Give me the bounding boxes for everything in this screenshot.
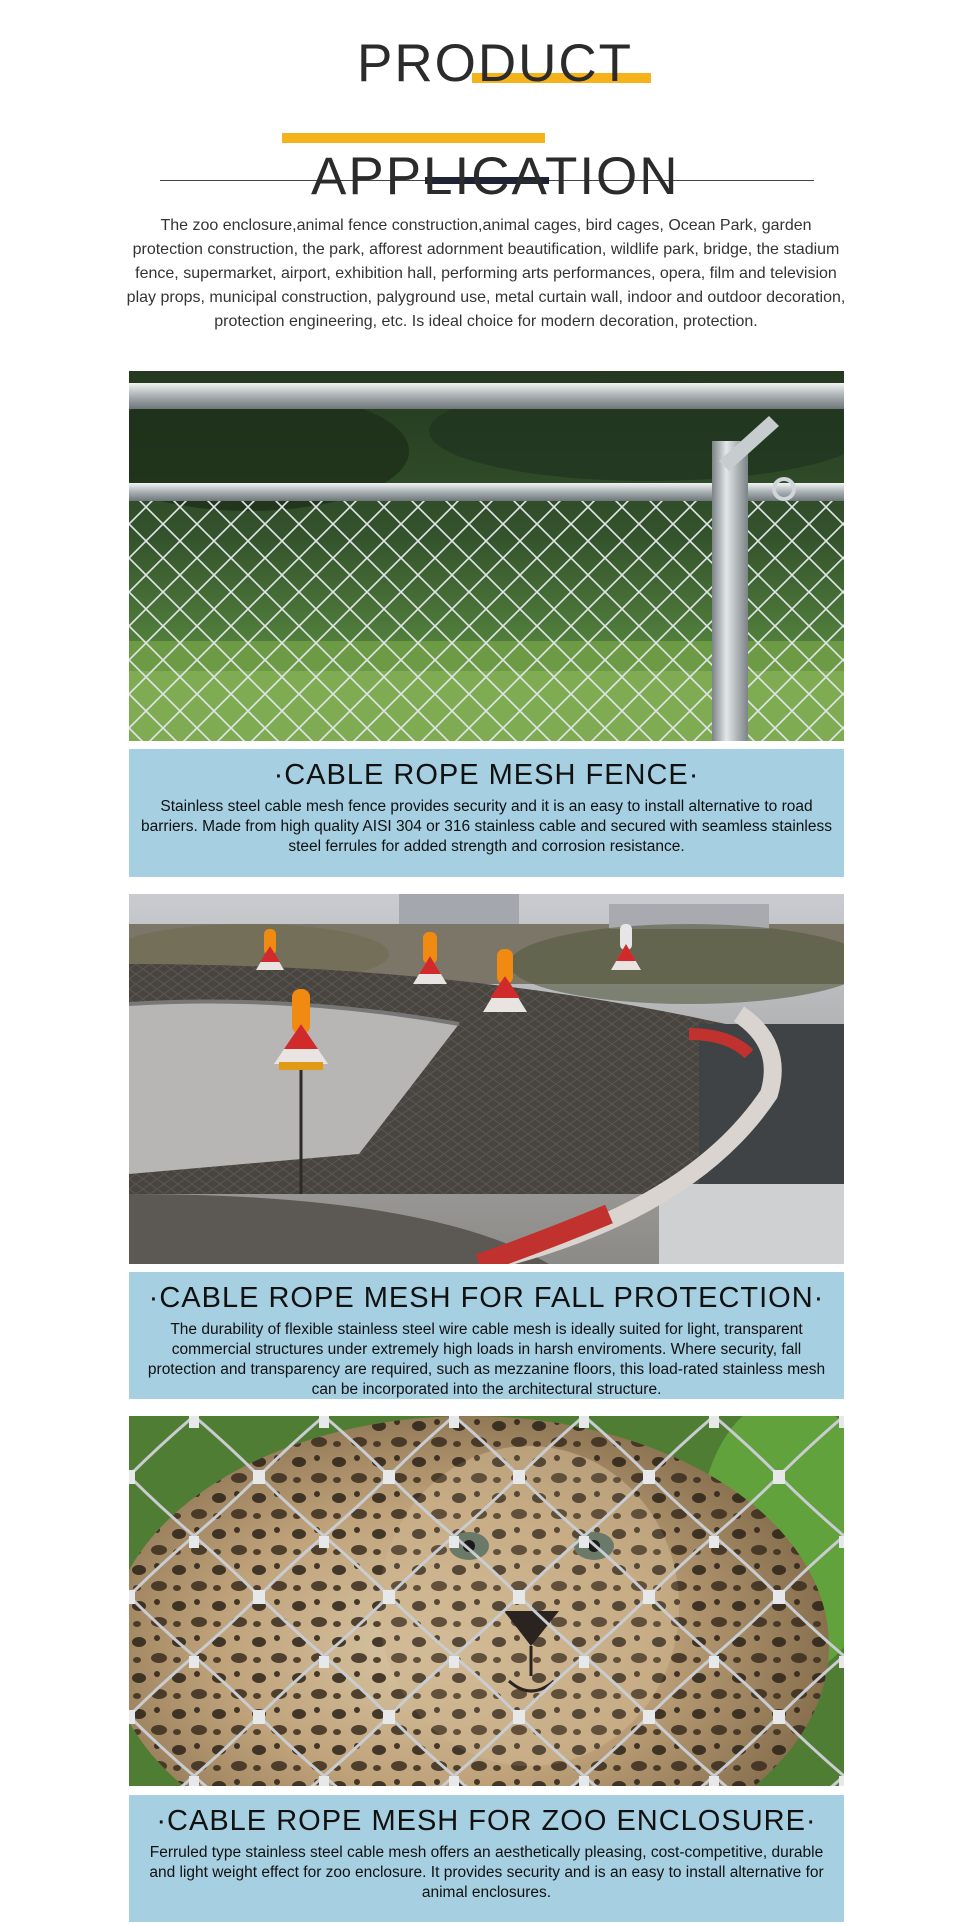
rooftop-fall-protection-photo — [129, 894, 844, 1264]
page-title-line1: PRODUCT — [357, 34, 634, 93]
title-highlight-bar — [282, 133, 545, 143]
section-description: The durability of flexible stainless steel wire cable mesh is ideally suited for light, transparent commercial structures under extremely high loads in harsh enviroments. Where security, fall protection and transparency are required, such as mezzanine floors, this load-rated stainless mesh can be incorporated into the architectural structure. — [147, 1321, 826, 1398]
page-header — [0, 0, 960, 206]
section-description: Stainless steel cable mesh fence provides security and it is an easy to install alternative to road barriers. Made from high quality AISI 304 or 316 stainless cable and secured with seamless stainless steel ferrules for added strength and corrosion resistance. — [141, 798, 832, 855]
section-caption-fence — [129, 749, 844, 877]
section-title: ·CABLE ROPE MESH FENCE· — [273, 759, 700, 791]
section-caption-fall-protection — [129, 1272, 844, 1399]
section-description: Ferruled type stainless steel cable mesh offers an aesthetically pleasing, cost-competitive, durable and light weight effect for zoo enclosure. It provides security and is an easy to install alternative for animal enclosures. — [149, 1844, 824, 1901]
section-title: ·CABLE ROPE MESH FOR ZOO ENCLOSURE· — [156, 1805, 817, 1837]
section-caption-zoo-enclosure — [129, 1795, 844, 1922]
cable-mesh-fence-photo — [129, 371, 844, 741]
page-title-line2: APPLICATION — [311, 147, 680, 206]
intro-paragraph: The zoo enclosure,animal fence construction,animal cages, bird cages, Ocean Park, garden protection construction, the park, afforest adornment beautification, wildlife park, bridge, the stadium fence, supermarket, airport, exhibition hall, performing arts performances, opera, film and television play props, municipal construction, palyground use, metal curtain wall, indoor and outdoor decoration, protection engineering, etc. Is ideal choice for modern decoration, protection. — [126, 217, 846, 330]
section-title: ·CABLE ROPE MESH FOR FALL PROTECTION· — [148, 1282, 825, 1314]
leopard-behind-mesh-photo — [129, 1416, 844, 1786]
